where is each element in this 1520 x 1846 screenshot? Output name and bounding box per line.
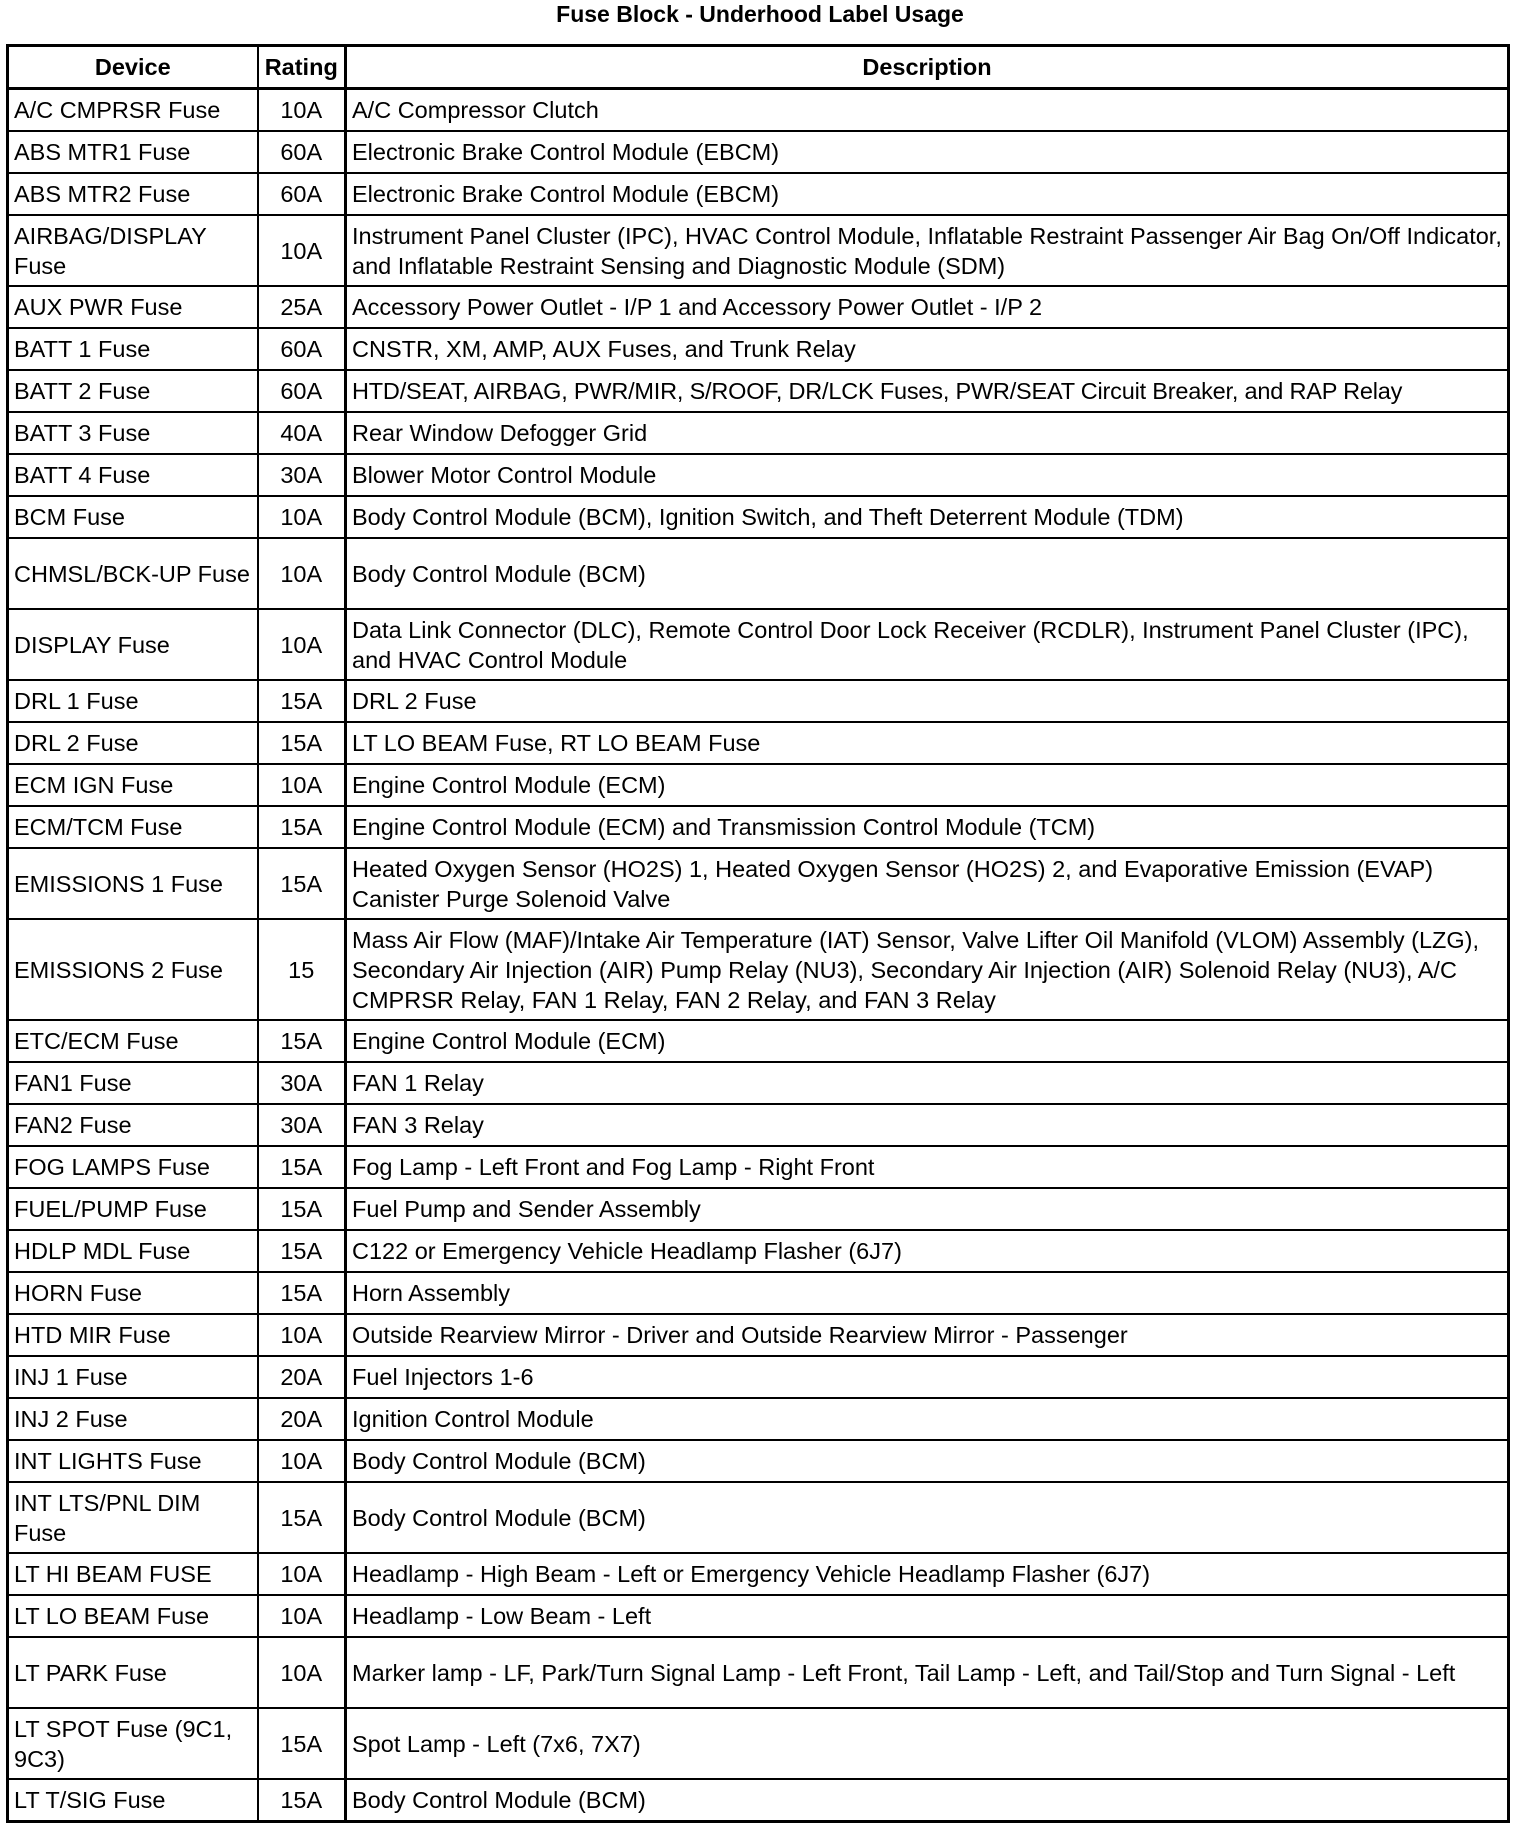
description-cell: Headlamp - Low Beam - Left — [346, 1595, 1509, 1637]
description-cell: Outside Rearview Mirror - Driver and Outside Rearview Mirror - Passenger — [346, 1314, 1509, 1356]
device-cell: AUX PWR Fuse — [8, 286, 258, 328]
description-cell: Marker lamp - LF, Park/Turn Signal Lamp - Left Front, Tail Lamp - Left, and Tail/Stop and Turn Signal - Left — [346, 1637, 1509, 1708]
description-cell: Body Control Module (BCM) — [346, 538, 1509, 609]
rating-cell: 60A — [258, 173, 346, 215]
description-cell: HTD/SEAT, AIRBAG, PWR/MIR, S/ROOF, DR/LCK Fuses, PWR/SEAT Circuit Breaker, and RAP Relay — [346, 370, 1509, 412]
table-row — [8, 1104, 1509, 1146]
device-cell: INT LIGHTS Fuse — [8, 1440, 258, 1482]
table-row — [8, 412, 1509, 454]
device-cell: LT SPOT Fuse (9C1, 9C3) — [8, 1708, 258, 1779]
table-row — [8, 328, 1509, 370]
table-row — [8, 1595, 1509, 1637]
table-row — [8, 215, 1509, 286]
description-cell: Electronic Brake Control Module (EBCM) — [346, 173, 1509, 215]
table-row — [8, 722, 1509, 764]
rating-cell: 60A — [258, 328, 346, 370]
device-cell: BATT 2 Fuse — [8, 370, 258, 412]
device-cell: ABS MTR1 Fuse — [8, 131, 258, 173]
device-cell: DRL 1 Fuse — [8, 680, 258, 722]
device-cell: HORN Fuse — [8, 1272, 258, 1314]
column-header-device: Device — [8, 46, 258, 89]
description-cell: Ignition Control Module — [346, 1398, 1509, 1440]
description-cell: Body Control Module (BCM) — [346, 1779, 1509, 1822]
device-cell: CHMSL/BCK-UP Fuse — [8, 538, 258, 609]
table-row — [8, 131, 1509, 173]
table-row — [8, 1482, 1509, 1553]
device-cell: FAN2 Fuse — [8, 1104, 258, 1146]
device-cell: INJ 1 Fuse — [8, 1356, 258, 1398]
device-cell: HDLP MDL Fuse — [8, 1230, 258, 1272]
rating-cell: 15 — [258, 919, 346, 1020]
description-cell: Fuel Injectors 1-6 — [346, 1356, 1509, 1398]
rating-cell: 15A — [258, 722, 346, 764]
table-row — [8, 1062, 1509, 1104]
column-header-rating: Rating — [258, 46, 346, 89]
page-title: Fuse Block - Underhood Label Usage — [556, 1, 964, 27]
table-row — [8, 1146, 1509, 1188]
table-row — [8, 1553, 1509, 1595]
table-header-row — [8, 46, 1509, 89]
table-row — [8, 1314, 1509, 1356]
table-row — [8, 370, 1509, 412]
description-cell: FAN 1 Relay — [346, 1062, 1509, 1104]
description-cell: Body Control Module (BCM) — [346, 1482, 1509, 1553]
table-row — [8, 1020, 1509, 1062]
rating-cell: 30A — [258, 1104, 346, 1146]
device-cell: FOG LAMPS Fuse — [8, 1146, 258, 1188]
rating-cell: 10A — [258, 215, 346, 286]
rating-cell: 20A — [258, 1398, 346, 1440]
device-cell: DISPLAY Fuse — [8, 609, 258, 680]
description-cell: Engine Control Module (ECM) — [346, 1020, 1509, 1062]
rating-cell: 15A — [258, 848, 346, 919]
description-cell: Data Link Connector (DLC), Remote Control Door Lock Receiver (RCDLR), Instrument Panel Cluster (IPC), and HVAC Control Module — [346, 609, 1509, 680]
rating-cell: 10A — [258, 1553, 346, 1595]
description-cell: Fuel Pump and Sender Assembly — [346, 1188, 1509, 1230]
device-cell: ABS MTR2 Fuse — [8, 173, 258, 215]
rating-cell: 10A — [258, 1314, 346, 1356]
device-cell: AIRBAG/DISPLAY Fuse — [8, 215, 258, 286]
table-row — [8, 1272, 1509, 1314]
table-row — [8, 919, 1509, 1020]
table-row — [8, 609, 1509, 680]
description-cell: Body Control Module (BCM), Ignition Switch, and Theft Deterrent Module (TDM) — [346, 496, 1509, 538]
table-row — [8, 848, 1509, 919]
device-cell: BATT 1 Fuse — [8, 328, 258, 370]
table-row — [8, 1779, 1509, 1822]
rating-cell: 15A — [258, 1272, 346, 1314]
rating-cell: 30A — [258, 1062, 346, 1104]
device-cell: A/C CMPRSR Fuse — [8, 89, 258, 132]
rating-cell: 10A — [258, 1440, 346, 1482]
description-cell: Mass Air Flow (MAF)/Intake Air Temperature (IAT) Sensor, Valve Lifter Oil Manifold (VLOM) Assembly (LZG), Secondary Air Injection (AIR) Pump Relay (NU3), Secondary Air Injection (AIR) Solenoid Relay (NU3), A/C CMPRSR Relay, FAN 1 Relay, FAN 2 Relay, and FAN 3 Relay — [346, 919, 1509, 1020]
device-cell: INJ 2 Fuse — [8, 1398, 258, 1440]
rating-cell: 10A — [258, 538, 346, 609]
device-cell: BATT 3 Fuse — [8, 412, 258, 454]
table-row — [8, 1708, 1509, 1779]
rating-cell: 15A — [258, 1482, 346, 1553]
rating-cell: 15A — [258, 1230, 346, 1272]
description-cell: CNSTR, XM, AMP, AUX Fuses, and Trunk Relay — [346, 328, 1509, 370]
device-cell: BATT 4 Fuse — [8, 454, 258, 496]
rating-cell: 10A — [258, 609, 346, 680]
rating-cell: 15A — [258, 1779, 346, 1822]
device-cell: ECM IGN Fuse — [8, 764, 258, 806]
table-row — [8, 538, 1509, 609]
rating-cell: 15A — [258, 806, 346, 848]
device-cell: LT T/SIG Fuse — [8, 1779, 258, 1822]
device-cell: HTD MIR Fuse — [8, 1314, 258, 1356]
device-cell: ETC/ECM Fuse — [8, 1020, 258, 1062]
description-cell: Spot Lamp - Left (7x6, 7X7) — [346, 1708, 1509, 1779]
rating-cell: 15A — [258, 1146, 346, 1188]
table-row — [8, 1188, 1509, 1230]
rating-cell: 15A — [258, 1020, 346, 1062]
table-row — [8, 1356, 1509, 1398]
description-cell: Instrument Panel Cluster (IPC), HVAC Control Module, Inflatable Restraint Passenger Air Bag On/Off Indicator, and Inflatable Restraint Sensing and Diagnostic Module (SDM) — [346, 215, 1509, 286]
rating-cell: 10A — [258, 496, 346, 538]
description-cell: Blower Motor Control Module — [346, 454, 1509, 496]
rating-cell: 60A — [258, 131, 346, 173]
device-cell: BCM Fuse — [8, 496, 258, 538]
rating-cell: 40A — [258, 412, 346, 454]
table-row — [8, 764, 1509, 806]
table-row — [8, 496, 1509, 538]
rating-cell: 20A — [258, 1356, 346, 1398]
table-row — [8, 286, 1509, 328]
description-cell: FAN 3 Relay — [346, 1104, 1509, 1146]
table-row — [8, 1398, 1509, 1440]
table-row — [8, 680, 1509, 722]
description-cell: Engine Control Module (ECM) and Transmission Control Module (TCM) — [346, 806, 1509, 848]
description-cell: Electronic Brake Control Module (EBCM) — [346, 131, 1509, 173]
table-row — [8, 173, 1509, 215]
table-row — [8, 89, 1509, 132]
rating-cell: 10A — [258, 764, 346, 806]
description-cell: Headlamp - High Beam - Left or Emergency Vehicle Headlamp Flasher (6J7) — [346, 1553, 1509, 1595]
description-cell: Heated Oxygen Sensor (HO2S) 1, Heated Oxygen Sensor (HO2S) 2, and Evaporative Emission (EVAP) Canister Purge Solenoid Valve — [346, 848, 1509, 919]
rating-cell: 30A — [258, 454, 346, 496]
device-cell: EMISSIONS 1 Fuse — [8, 848, 258, 919]
device-cell: LT HI BEAM FUSE — [8, 1553, 258, 1595]
fuse-usage-table — [6, 44, 1510, 1823]
rating-cell: 15A — [258, 1708, 346, 1779]
table-row — [8, 1440, 1509, 1482]
device-cell: EMISSIONS 2 Fuse — [8, 919, 258, 1020]
rating-cell: 60A — [258, 370, 346, 412]
device-cell: DRL 2 Fuse — [8, 722, 258, 764]
description-cell: C122 or Emergency Vehicle Headlamp Flasher (6J7) — [346, 1230, 1509, 1272]
device-cell: ECM/TCM Fuse — [8, 806, 258, 848]
column-header-description: Description — [346, 46, 1509, 89]
description-cell: Accessory Power Outlet - I/P 1 and Accessory Power Outlet - I/P 2 — [346, 286, 1509, 328]
table-row — [8, 454, 1509, 496]
description-cell: Rear Window Defogger Grid — [346, 412, 1509, 454]
table-row — [8, 1230, 1509, 1272]
rating-cell: 10A — [258, 1637, 346, 1708]
rating-cell: 25A — [258, 286, 346, 328]
description-cell: Engine Control Module (ECM) — [346, 764, 1509, 806]
rating-cell: 15A — [258, 1188, 346, 1230]
description-cell: Horn Assembly — [346, 1272, 1509, 1314]
device-cell: FUEL/PUMP Fuse — [8, 1188, 258, 1230]
description-cell: Body Control Module (BCM) — [346, 1440, 1509, 1482]
device-cell: LT LO BEAM Fuse — [8, 1595, 258, 1637]
description-cell: A/C Compressor Clutch — [346, 89, 1509, 132]
description-cell: Fog Lamp - Left Front and Fog Lamp - Right Front — [346, 1146, 1509, 1188]
device-cell: INT LTS/PNL DIM Fuse — [8, 1482, 258, 1553]
rating-cell: 15A — [258, 680, 346, 722]
description-cell: LT LO BEAM Fuse, RT LO BEAM Fuse — [346, 722, 1509, 764]
description-cell: DRL 2 Fuse — [346, 680, 1509, 722]
device-cell: FAN1 Fuse — [8, 1062, 258, 1104]
rating-cell: 10A — [258, 89, 346, 132]
device-cell: LT PARK Fuse — [8, 1637, 258, 1708]
table-row — [8, 806, 1509, 848]
table-row — [8, 1637, 1509, 1708]
rating-cell: 10A — [258, 1595, 346, 1637]
